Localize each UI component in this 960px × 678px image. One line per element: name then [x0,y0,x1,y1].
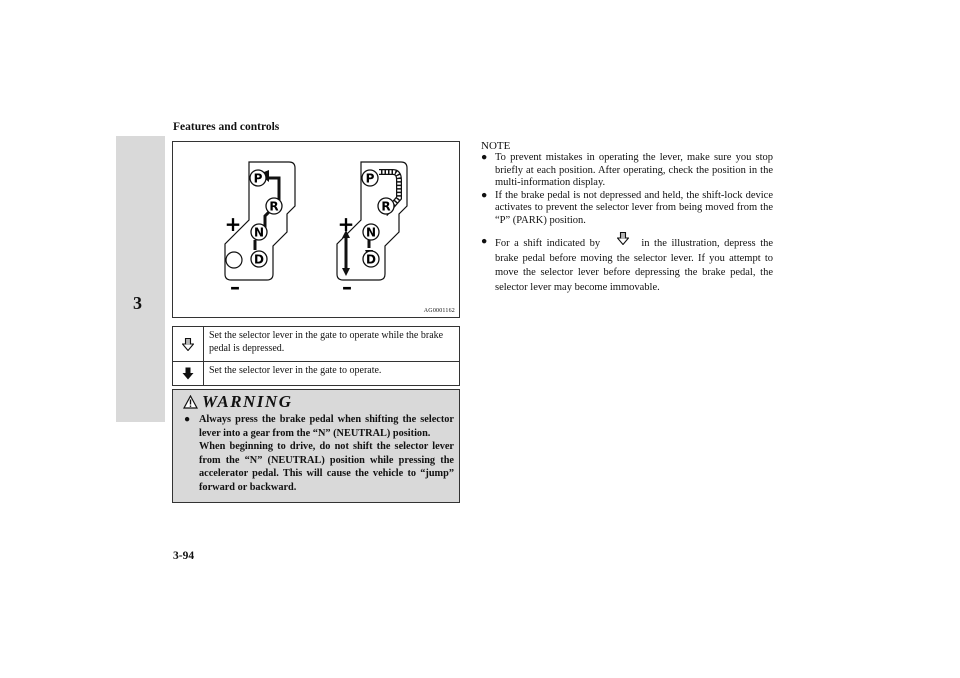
selector-gate-illustration [172,141,460,318]
warning-paragraph-2: When beginning to drive, do not shift the selector lever from the “N” (NEUTRAL) position while pressing the accelerator pedal. This will cause the vehicle to “jump” forward or backward. [199,441,454,493]
bullet: ● [481,236,488,248]
bullet: ● [481,152,488,164]
legend-symbol-cell [173,327,204,361]
note-item [481,190,773,227]
warning-triangle-icon [183,395,198,409]
legend-row [173,327,459,362]
left-minus-sign: – [230,275,240,299]
warning-title: WARNING [202,392,293,411]
chapter-tab [116,136,165,422]
note-item-text: If the brake pedal is not depressed and held, the shift-lock device activates to prevent the selector lever from being moved from the “P” (PARK) position. [495,190,773,226]
solid-down-arrow-icon [182,367,194,380]
warning-paragraph-1: Always press the brake pedal when shifting the selector lever into a gear from the “N” (NEUTRAL) position. [199,414,454,439]
gate-diagram [173,142,459,317]
note-label: NOTE [481,140,511,152]
warning-header [183,392,292,412]
right-gear-p: P [365,171,375,186]
inline-arrow-holder [605,235,637,247]
outline-down-arrow-icon [617,232,629,245]
right-gear-r: R [381,199,391,214]
bullet: ● [184,414,191,425]
note-section [481,140,773,295]
symbol-legend-table [172,326,460,386]
legend-symbol-cell [173,362,204,385]
legend-text: Set the selector lever in the gate to operate. [209,365,382,376]
illustration-code: AG0001162 [423,308,455,314]
left-gear-d: D [254,252,264,267]
right-plus-sign: + [337,212,355,236]
left-gear-n: N [253,225,265,240]
right-gear-d: D [366,252,376,267]
warning-box [172,389,460,503]
page-header-title: Features and controls [173,121,280,133]
bullet: ● [481,190,488,202]
left-gear-p: P [253,171,263,186]
chapter-number: 3 [133,293,142,313]
note-item-text-after: in the illustration, depress the brake pedal before moving the selector lever. If you attempt to move the selector lever before depressing the brake pedal, the selector lever may become immovable. [495,238,774,293]
warning-text [185,413,454,494]
right-minus-sign: – [342,275,352,299]
note-item [481,152,773,189]
right-gear-n: N [365,225,377,240]
note-item [481,235,773,295]
left-plus-sign: + [224,212,242,236]
legend-text: Set the selector lever in the gate to operate while the brake pedal is depressed. [209,330,444,354]
note-item-text: To prevent mistakes in operating the lever, make sure you stop briefly at each position. After operating, check the position in the multi-information display. [495,152,773,188]
left-gear-r: R [269,199,279,214]
legend-row [173,362,459,385]
outline-down-arrow-icon [182,338,194,351]
note-item-text-before: For a shift indicated by [495,238,601,250]
page-number: 3-94 [173,550,195,562]
